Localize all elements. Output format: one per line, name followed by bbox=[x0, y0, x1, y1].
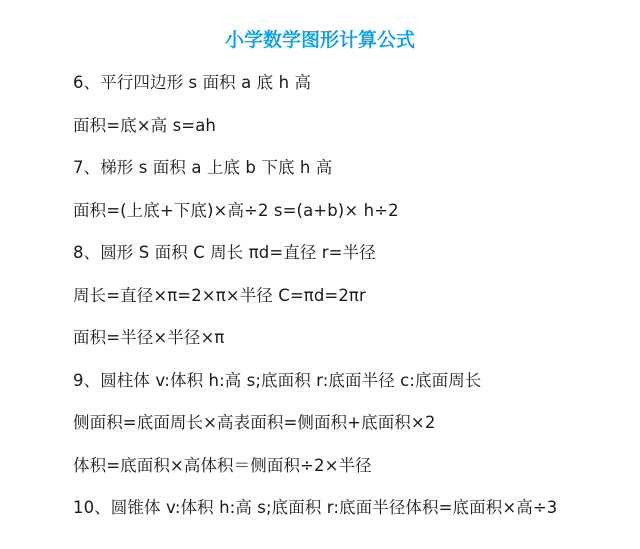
formula-line-parallelogram-area: 面积=底×高 s=ah bbox=[73, 115, 216, 135]
formula-line-trapezoid-heading: 7、梯形 s 面积 a 上底 b 下底 h 高 bbox=[73, 158, 333, 177]
page-title: 小学数学图形计算公式 bbox=[224, 29, 415, 51]
formula-line-circle-circumference: 周长=直径×π=2×π×半径 C=πd=2πr bbox=[73, 285, 366, 305]
formula-line-parallelogram-heading: 6、平行四边形 s 面积 a 底 h 高 bbox=[73, 73, 312, 92]
formula-line-cylinder-volume: 体积=底面积×高体积＝侧面积÷2×半径 bbox=[73, 455, 372, 475]
formula-line-circle-heading: 8、圆形 S 面积 C 周长 πd=直径 r=半径 bbox=[73, 243, 376, 262]
formula-line-cone: 10、圆锥体 v:体积 h:高 s;底面积 r:底面半径体积=底面积×高÷3 bbox=[73, 498, 558, 517]
formula-list bbox=[73, 68, 633, 536]
formula-line-cylinder-surface: 侧面积=底面周长×高表面积=侧面积+底面积×2 bbox=[73, 413, 436, 432]
formula-line-trapezoid-area: 面积=(上底+下底)×高÷2 s=(a+b)× h÷2 bbox=[73, 200, 399, 220]
formula-line-circle-area: 面积=半径×半径×π bbox=[73, 328, 225, 347]
formula-line-cylinder-heading: 9、圆柱体 v:体积 h:高 s;底面积 r:底面半径 c:底面周长 bbox=[73, 370, 482, 390]
